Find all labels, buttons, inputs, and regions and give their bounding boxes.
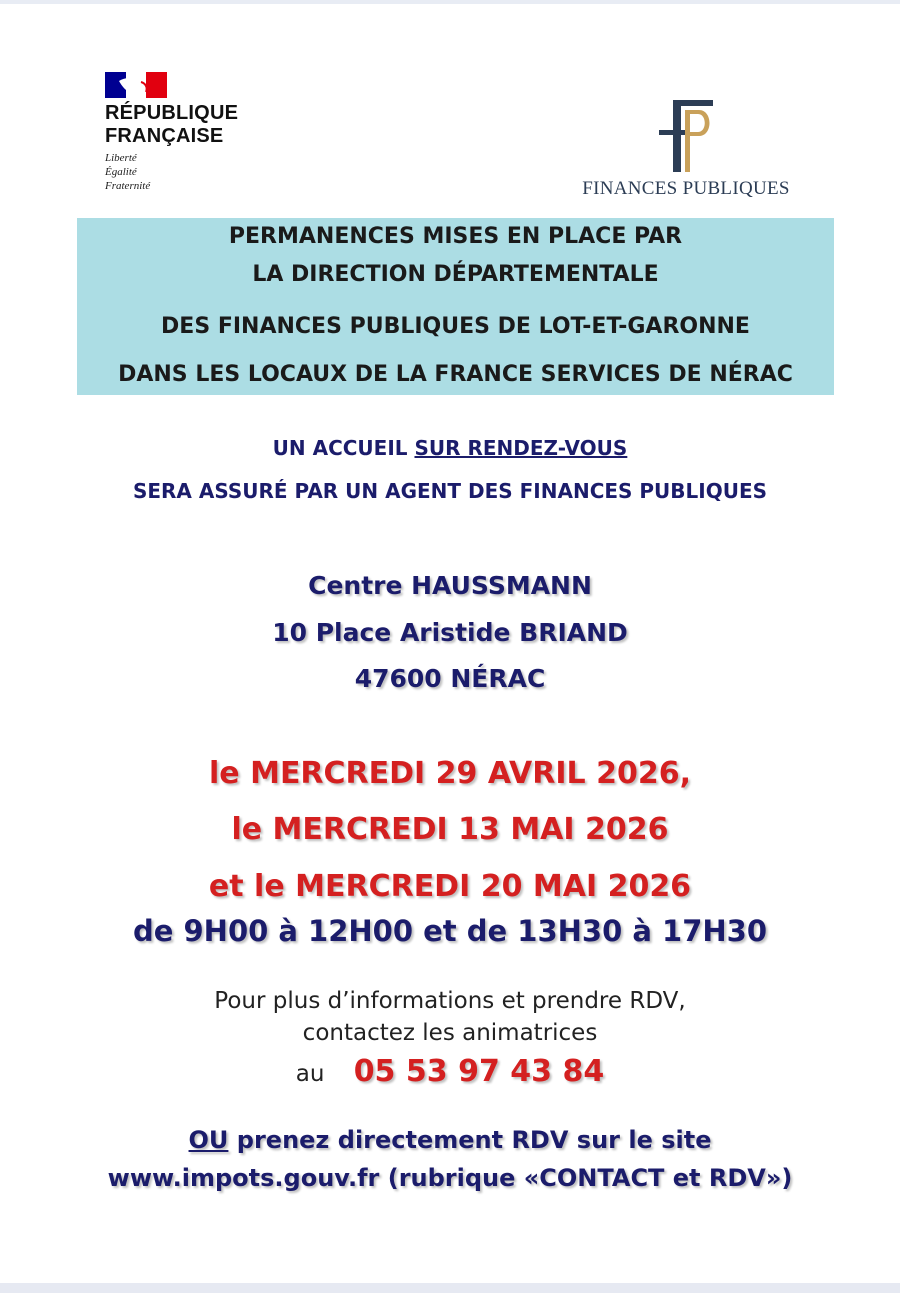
address-place: Centre HAUSSMANN	[308, 571, 592, 600]
banner-line-3: DES FINANCES PUBLIQUES DE LOT-ET-GARONNE	[161, 314, 750, 339]
contact-line-2: contactez les animatrices	[302, 1020, 598, 1046]
rf-title-line2: FRANÇAISE	[105, 125, 224, 147]
reception-prefix: UN ACCUEIL	[272, 436, 415, 460]
french-flag-icon	[105, 72, 167, 98]
date-line-3: et le MERCREDI 20 MAI 2026	[208, 869, 692, 904]
online-line-1-rest: prenez directement RDV sur le site	[228, 1126, 712, 1154]
finances-publiques-logo	[566, 96, 806, 200]
rf-motto-liberte: Liberté	[105, 152, 137, 164]
banner-line-1: PERMANENCES MISES EN PLACE PAR	[228, 224, 683, 249]
date-line-1: le MERCREDI 29 AVRIL 2026,	[209, 756, 691, 791]
republique-francaise-logo	[105, 72, 265, 193]
online-or-prefix: OU	[188, 1126, 229, 1154]
reception-line-1	[0, 436, 900, 460]
page-bottom-edge	[0, 1283, 900, 1293]
banner-line-4: DANS LES LOCAUX DE LA FRANCE SERVICES DE NÉRAC	[118, 362, 793, 387]
banner-line-2: LA DIRECTION DÉPARTEMENTALE	[252, 262, 659, 287]
phone-number[interactable]: 05 53 97 43 84	[353, 1054, 605, 1089]
contact-line-1: Pour plus d’informations et prendre RDV,	[214, 988, 686, 1014]
online-line-1	[0, 1126, 900, 1154]
title-banner	[77, 218, 834, 395]
rf-motto-fraternite: Fraternité	[105, 180, 151, 192]
opening-hours: de 9H00 à 12H00 et de 13H30 à 17H30	[132, 914, 768, 948]
contact-phone-line	[0, 1054, 900, 1089]
reception-appointment-emphasis: SUR RENDEZ-VOUS	[414, 436, 628, 460]
rf-title-line1: RÉPUBLIQUE	[105, 102, 239, 124]
finances-publiques-text: FINANCES PUBLIQUES	[582, 178, 790, 199]
phone-prefix: au	[295, 1061, 325, 1087]
address-street: 10 Place Aristide BRIAND	[272, 618, 628, 647]
impots-website-link[interactable]: www.impots.gouv.fr (rubrique «CONTACT et RDV»)	[107, 1164, 793, 1192]
finances-publiques-monogram-icon	[651, 96, 721, 176]
date-line-2: le MERCREDI 13 MAI 2026	[231, 812, 669, 847]
address-city: 47600 NÉRAC	[354, 664, 546, 693]
reception-line-2: SERA ASSURÉ PAR UN AGENT DES FINANCES PUBLIQUES	[132, 479, 768, 503]
rf-motto-egalite: Égalité	[105, 166, 137, 178]
